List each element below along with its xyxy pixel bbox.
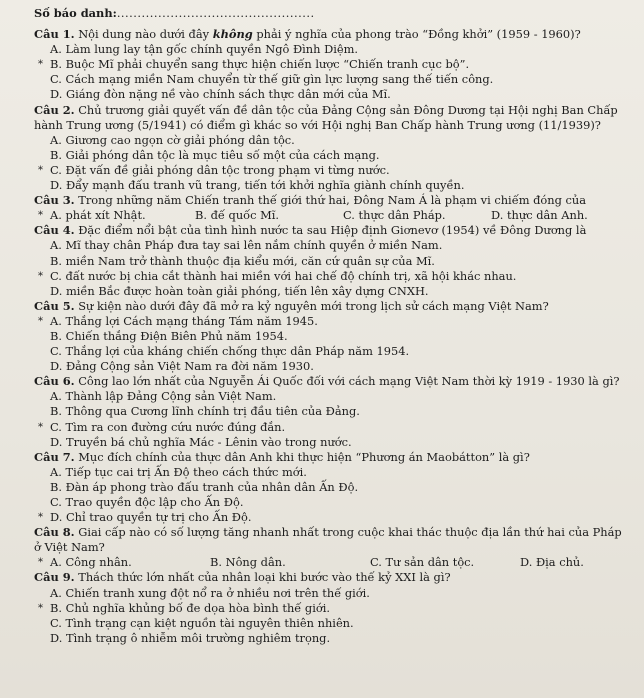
q3-option-c: C. thực dân Pháp. bbox=[343, 208, 446, 223]
q4-option-c bbox=[34, 269, 630, 284]
q9-option-d: D. Tình trạng ô nhiễm môi trường nghiêm trọng. bbox=[50, 630, 331, 645]
q7-answer-mark: * bbox=[38, 512, 43, 524]
candidate-number-dots: ................................................ bbox=[116, 6, 315, 20]
question-8-number: Câu 8. bbox=[34, 525, 75, 540]
q4-option-a: A. Mĩ thay chân Pháp đưa tay sai lên nắm chính quyền ở miền Nam. bbox=[50, 238, 443, 253]
q7-option-b: B. Đàn áp phong trào đấu tranh của nhân dân Ấn Độ. bbox=[50, 479, 359, 494]
question-9-number: Câu 9. bbox=[34, 570, 75, 585]
q9-option-c: C. Tình trạng cạn kiệt nguồn tài nguyên thiên nhiên. bbox=[50, 615, 354, 630]
q4-option-d: D. miền Bắc được hoàn toàn giải phóng, tiến lên xây dựng CNXH. bbox=[50, 283, 429, 298]
q8-options-row bbox=[34, 555, 630, 570]
q7-option-d bbox=[34, 510, 630, 525]
q2-option-a: A. Giương cao ngọn cờ giải phóng dân tộc. bbox=[50, 132, 295, 147]
question-4-number: Câu 4. bbox=[34, 223, 75, 238]
question-3-text: Trong những năm Chiến tranh thế giới thứ hai, Đông Nam Á là phạm vi chiếm đóng của bbox=[78, 193, 587, 208]
q4-option-c-text: C. đất nước bị chia cắt thành hai miền với hai chế độ chính trị, xã hội khác nhau. bbox=[50, 268, 517, 283]
question-9-text: Thách thức lớn nhất của nhân loại khi bước vào thế kỷ XXI là gì? bbox=[78, 570, 451, 585]
question-6-text: Công lao lớn nhất của Nguyễn Ái Quốc đối với cách mạng Việt Nam thời kỳ 1919 - 1930 là gì? bbox=[78, 374, 620, 389]
question-3 bbox=[34, 193, 630, 208]
q9-answer-mark: * bbox=[38, 602, 43, 614]
q5-option-a-text: A. Thắng lợi Cách mạng tháng Tám năm 1945. bbox=[50, 313, 318, 328]
q6-option-b: B. Thông qua Cương lĩnh chính trị đầu tiên của Đảng. bbox=[50, 404, 360, 419]
q1-option-c: C. Cách mạng miền Nam chuyển từ thế giữ gìn lực lượng sang thế tiến công. bbox=[50, 72, 494, 87]
q6-option-d: D. Truyền bá chủ nghĩa Mác - Lênin vào trong nước. bbox=[50, 434, 352, 449]
question-5-text: Sự kiện nào dưới đây đã mở ra kỷ nguyên mới trong lịch sử cách mạng Việt Nam? bbox=[78, 298, 549, 313]
question-2-text: Chủ trương giải quyết vấn đề dân tộc của Đảng Cộng sản Đông Dương tại Hội nghị Ban Chấp hành Trung ương (5/1941) có điểm gì khác so với Hội nghị Ban Chấp hành Trung ương (11/1939)? bbox=[34, 102, 618, 132]
q6-option-c-text: C. Tìm ra con đường cứu nước đúng đắn. bbox=[50, 419, 286, 434]
q3-option-b: B. đế quốc Mĩ. bbox=[195, 208, 280, 223]
q6-option-a: A. Thành lập Đảng Cộng sản Việt Nam. bbox=[50, 389, 277, 404]
q8-option-c: C. Tư sản dân tộc. bbox=[370, 555, 475, 570]
q7-option-c: C. Trao quyền độc lập cho Ấn Độ. bbox=[50, 495, 244, 509]
question-8 bbox=[34, 525, 630, 555]
q6-option-c bbox=[34, 420, 630, 435]
q5-option-a bbox=[34, 314, 630, 329]
q3-answer-mark: * bbox=[38, 210, 43, 222]
q1-option-b-text: B. Buộc Mĩ phải chuyển sang thực hiện chiến lược “Chiến tranh cục bộ”. bbox=[50, 57, 470, 72]
question-7-text: Mục đích chính của thực dân Anh khi thực hiện “Phương án Maobátton” là gì? bbox=[78, 449, 530, 464]
q9-option-b-text: B. Chủ nghĩa khủng bố đe dọa hòa bình thế giới. bbox=[50, 600, 330, 615]
question-3-number: Câu 3. bbox=[34, 193, 75, 208]
question-6-number: Câu 6. bbox=[34, 374, 75, 389]
q2-option-d: D. Đẩy mạnh đấu tranh vũ trang, tiến tới khởi nghĩa giành chính quyền. bbox=[50, 178, 465, 193]
question-5-number: Câu 5. bbox=[34, 298, 75, 313]
question-1 bbox=[34, 27, 630, 42]
q2-answer-mark: * bbox=[38, 164, 43, 176]
q1-answer-mark: * bbox=[38, 59, 43, 71]
question-8-text: Giai cấp nào có số lượng tăng nhanh nhất trong cuộc khai thác thuộc địa lần thứ hai của Pháp ở Việt Nam? bbox=[34, 525, 622, 555]
q9-option-a: A. Chiến tranh xung đột nổ ra ở nhiều nơi trên thế giới. bbox=[50, 585, 370, 600]
q5-option-b: B. Chiến thắng Điện Biên Phủ năm 1954. bbox=[50, 328, 288, 343]
q1-option-d: D. Giáng đòn nặng nề vào chính sách thực dân mới của Mĩ. bbox=[50, 87, 391, 102]
candidate-number-label: Số báo danh: bbox=[34, 6, 117, 20]
q4-option-b: B. miền Nam trở thành thuộc địa kiểu mới, căn cứ quân sự của Mĩ. bbox=[50, 253, 435, 268]
question-5 bbox=[34, 299, 630, 314]
question-1-number: Câu 1. bbox=[34, 27, 75, 42]
question-1-emphasis: không bbox=[212, 27, 253, 42]
q8-option-a: A. Công nhân. bbox=[50, 555, 132, 570]
q3-option-a: A. phát xít Nhật. bbox=[50, 208, 146, 223]
q8-answer-mark: * bbox=[38, 557, 43, 569]
question-6 bbox=[34, 374, 630, 389]
question-1-text-pre: Nội dung nào dưới đây bbox=[78, 27, 213, 42]
q2-option-c-text: C. Đặt vấn đề giải phóng dân tộc trong phạm vi từng nước. bbox=[50, 162, 390, 177]
question-7 bbox=[34, 450, 630, 465]
q4-answer-mark: * bbox=[38, 270, 43, 282]
question-4-text: Đặc điểm nổi bật của tình hình nước ta sau Hiệp định Giơnevơ (1954) về Đông Dương là bbox=[78, 223, 587, 238]
question-2 bbox=[34, 103, 630, 133]
q2-option-b: B. Giải phóng dân tộc là mục tiêu số một của cách mạng. bbox=[50, 147, 380, 162]
question-4 bbox=[34, 223, 630, 238]
q6-answer-mark: * bbox=[38, 421, 43, 433]
q9-option-b bbox=[34, 601, 630, 616]
question-1-text-post: phải ý nghĩa của phong trào “Đồng khởi” (1959 - 1960)? bbox=[252, 27, 581, 42]
q7-option-d-text: D. Chỉ trao quyền tự trị cho Ấn Độ. bbox=[50, 510, 252, 525]
q5-option-d: D. Đảng Cộng sản Việt Nam ra đời năm 1930. bbox=[50, 359, 314, 374]
q5-answer-mark: * bbox=[38, 315, 43, 327]
q1-option-a: A. Làm lung lay tận gốc chính quyền Ngô Đình Diệm. bbox=[50, 42, 359, 57]
q3-options-row bbox=[34, 208, 630, 223]
q7-option-a: A. Tiếp tục cai trị Ấn Độ theo cách thức mới. bbox=[50, 464, 307, 479]
candidate-number-line bbox=[34, 6, 630, 21]
q1-option-b bbox=[34, 57, 630, 72]
q8-option-d: D. Địa chủ. bbox=[520, 555, 584, 570]
question-2-number: Câu 2. bbox=[34, 102, 75, 117]
question-9 bbox=[34, 570, 630, 585]
q3-option-d: D. thực dân Anh. bbox=[491, 208, 588, 223]
question-7-number: Câu 7. bbox=[34, 449, 75, 464]
q2-option-c bbox=[34, 163, 630, 178]
q5-option-c: C. Thắng lợi của kháng chiến chống thực dân Pháp năm 1954. bbox=[50, 344, 410, 359]
q8-option-b: B. Nông dân. bbox=[210, 555, 286, 570]
